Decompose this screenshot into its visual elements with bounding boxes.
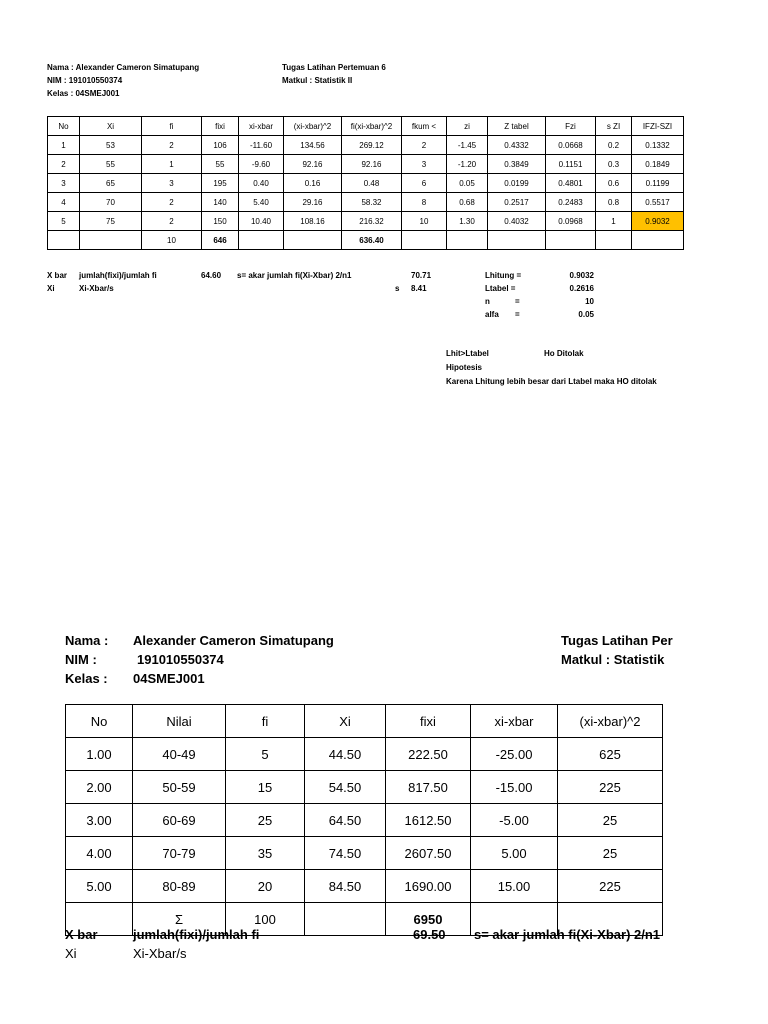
top-table-row — [48, 212, 684, 231]
bottom-table-header-row — [66, 705, 663, 738]
top-data-table — [47, 116, 684, 250]
bottom-table-cell: -15.00 — [471, 771, 558, 804]
alfa-eq: = — [515, 310, 520, 319]
bottom-table-cell: 2.00 — [66, 771, 133, 804]
top-table-cell: 140 — [202, 193, 239, 212]
top-table-cell — [239, 231, 284, 250]
top-table-cell: 0.1151 — [546, 155, 596, 174]
top-table-cell: 0.2 — [596, 136, 632, 155]
bottom-nim-label: NIM : — [65, 652, 97, 667]
top-xbar-value: 64.60 — [201, 271, 222, 280]
top-table-cell: 4 — [48, 193, 80, 212]
bottom-table-row — [66, 870, 663, 903]
top-table-header-cell: Z tabel — [488, 117, 546, 136]
top-table-header-cell: fi — [142, 117, 202, 136]
top-table-cell — [447, 231, 488, 250]
top-table-row — [48, 231, 684, 250]
top-table-cell: 1.30 — [447, 212, 488, 231]
top-table-cell: 0.05 — [447, 174, 488, 193]
bottom-table-cell: 100 — [226, 903, 305, 936]
top-xbar-formula: jumlah(fixi)/jumlah fi — [79, 271, 157, 280]
bottom-table-cell: -25.00 — [471, 738, 558, 771]
top-table-cell: 6 — [402, 174, 447, 193]
top-table-row — [48, 174, 684, 193]
bottom-table-header-cell: Xi — [305, 705, 386, 738]
top-table-cell: 0.68 — [447, 193, 488, 212]
bottom-table-cell: 5 — [226, 738, 305, 771]
top-s-label: s — [395, 284, 400, 293]
bottom-table-row — [66, 738, 663, 771]
top-table-cell: 92.16 — [342, 155, 402, 174]
top-table-cell: 2 — [48, 155, 80, 174]
bottom-table-cell: 80-89 — [133, 870, 226, 903]
bottom-nama-label: Nama : — [65, 633, 109, 648]
top-table-cell: 53 — [80, 136, 142, 155]
bottom-kelas-label: Kelas : — [65, 671, 108, 686]
bottom-table-cell: -5.00 — [471, 804, 558, 837]
top-table-header-cell: s ZI — [596, 117, 632, 136]
bottom-table-header-cell: xi-xbar — [471, 705, 558, 738]
bottom-table-cell: 70-79 — [133, 837, 226, 870]
bottom-table-cell: 25 — [226, 804, 305, 837]
top-table-row — [48, 136, 684, 155]
bottom-table-cell: 2607.50 — [386, 837, 471, 870]
top-table-cell: 0.4801 — [546, 174, 596, 193]
bottom-table-cell: 5.00 — [66, 870, 133, 903]
top-table-cell: 0.1849 — [632, 155, 684, 174]
top-table-cell: 3 — [48, 174, 80, 193]
top-matkul: Matkul : Statistik II — [282, 76, 353, 85]
bottom-table-cell: 35 — [226, 837, 305, 870]
top-table-cell: 0.48 — [342, 174, 402, 193]
bottom-table-cell: 1690.00 — [386, 870, 471, 903]
bottom-table-cell: 817.50 — [386, 771, 471, 804]
top-table-row — [48, 155, 684, 174]
top-table-cell — [546, 231, 596, 250]
n-eq: = — [515, 297, 520, 306]
bottom-table-cell: 1612.50 — [386, 804, 471, 837]
top-table-cell: -9.60 — [239, 155, 284, 174]
bottom-table-header-cell: No — [66, 705, 133, 738]
bottom-table-cell: 6950 — [386, 903, 471, 936]
top-table-cell: 150 — [202, 212, 239, 231]
top-table-cell: 0.3 — [596, 155, 632, 174]
lhitung-value: 0.9032 — [569, 271, 594, 280]
top-table-cell: 216.32 — [342, 212, 402, 231]
top-table-header-cell: fkum < — [402, 117, 447, 136]
bottom-table-cell: 54.50 — [305, 771, 386, 804]
top-table-cell: 108.16 — [284, 212, 342, 231]
top-table-cell: 0.0668 — [546, 136, 596, 155]
bottom-table-cell — [305, 903, 386, 936]
top-table-cell: 2 — [142, 136, 202, 155]
top-table-cell: 58.32 — [342, 193, 402, 212]
bottom-table-cell: 40-49 — [133, 738, 226, 771]
bottom-xbar-label: X bar — [65, 927, 98, 942]
top-table-cell: 92.16 — [284, 155, 342, 174]
top-table-cell — [402, 231, 447, 250]
bottom-xi-label: Xi — [65, 946, 77, 961]
bottom-table-cell: 25 — [558, 837, 663, 870]
bottom-table-cell: 20 — [226, 870, 305, 903]
top-kelas: Kelas : 04SMEJ001 — [47, 89, 120, 98]
bottom-table-row — [66, 837, 663, 870]
top-table-cell — [488, 231, 546, 250]
bottom-table-header-cell: fi — [226, 705, 305, 738]
top-table-cell: 0.6 — [596, 174, 632, 193]
top-table-cell: 10 — [402, 212, 447, 231]
top-xi-formula: Xi-Xbar/s — [79, 284, 114, 293]
top-s-formula: s= akar jumlah fi(Xi-Xbar) 2/n1 — [237, 271, 352, 280]
conclusion-decision: Ho Ditolak — [544, 349, 584, 358]
top-table-cell: -11.60 — [239, 136, 284, 155]
top-table-cell — [284, 231, 342, 250]
bottom-tugas: Tugas Latihan Per — [561, 633, 673, 648]
top-table-cell: 134.56 — [284, 136, 342, 155]
top-table-cell: 269.12 — [342, 136, 402, 155]
bottom-table-cell: 74.50 — [305, 837, 386, 870]
top-table-cell: 2 — [402, 136, 447, 155]
bottom-table-header-cell: Nilai — [133, 705, 226, 738]
bottom-table-cell: 50-59 — [133, 771, 226, 804]
top-table-cell: 195 — [202, 174, 239, 193]
top-table-cell: 0.9032 — [632, 212, 684, 231]
top-table-cell: 55 — [80, 155, 142, 174]
alfa-value: 0.05 — [578, 310, 594, 319]
top-s-value: 8.41 — [411, 284, 427, 293]
top-table-cell: 0.0968 — [546, 212, 596, 231]
bottom-table-cell: 15.00 — [471, 870, 558, 903]
top-table-cell: 0.1199 — [632, 174, 684, 193]
bottom-table-cell: 625 — [558, 738, 663, 771]
top-table-header-cell: No — [48, 117, 80, 136]
top-table-cell: 65 — [80, 174, 142, 193]
top-table-cell — [80, 231, 142, 250]
bottom-table-cell: 4.00 — [66, 837, 133, 870]
bottom-data-table — [65, 704, 663, 936]
top-table-header-row — [48, 117, 684, 136]
bottom-kelas-value: 04SMEJ001 — [133, 671, 205, 686]
top-table-header-cell: Fzi — [546, 117, 596, 136]
top-table-cell: 2 — [142, 193, 202, 212]
top-table-cell: 1 — [48, 136, 80, 155]
top-table-cell — [596, 231, 632, 250]
top-table-header-cell: fi(xi-xbar)^2 — [342, 117, 402, 136]
top-table-cell: 55 — [202, 155, 239, 174]
bottom-xbar-value: 69.50 — [413, 927, 446, 942]
top-table-row — [48, 193, 684, 212]
top-table-cell: 0.3849 — [488, 155, 546, 174]
top-table-cell: 1 — [142, 155, 202, 174]
top-table-header-cell: xi-xbar — [239, 117, 284, 136]
top-table-cell: 106 — [202, 136, 239, 155]
bottom-table-cell: 25 — [558, 804, 663, 837]
top-table-cell: 5.40 — [239, 193, 284, 212]
top-table-header-cell: zi — [447, 117, 488, 136]
top-table-cell: 3 — [142, 174, 202, 193]
bottom-table-cell: 222.50 — [386, 738, 471, 771]
top-table-header-cell: IFZI-SZI — [632, 117, 684, 136]
top-table-header-cell: (xi-xbar)^2 — [284, 117, 342, 136]
bottom-table-cell: 3.00 — [66, 804, 133, 837]
top-nim: NIM : 191010550374 — [47, 76, 123, 85]
conclusion-cond: Lhit>Ltabel — [446, 349, 489, 358]
top-table-cell: 0.8 — [596, 193, 632, 212]
n-value: 10 — [585, 297, 594, 306]
ltabel-label: Ltabel = — [485, 284, 516, 293]
top-table-cell: 0.16 — [284, 174, 342, 193]
bottom-table-cell: 225 — [558, 870, 663, 903]
bottom-table-header-cell: (xi-xbar)^2 — [558, 705, 663, 738]
top-tugas: Tugas Latihan Pertemuan 6 — [282, 63, 386, 72]
top-table-cell: 0.2483 — [546, 193, 596, 212]
top-table-cell: 29.16 — [284, 193, 342, 212]
top-table-cell: 1 — [596, 212, 632, 231]
bottom-xi-formula: Xi-Xbar/s — [133, 946, 187, 961]
top-table-cell: 10 — [142, 231, 202, 250]
top-table-cell: 70 — [80, 193, 142, 212]
top-table-cell: 10.40 — [239, 212, 284, 231]
top-table-cell: 8 — [402, 193, 447, 212]
top-table-cell: 0.1332 — [632, 136, 684, 155]
top-table-cell: 0.5517 — [632, 193, 684, 212]
top-table-cell: 5 — [48, 212, 80, 231]
bottom-table-cell: 225 — [558, 771, 663, 804]
lhitung-label: Lhitung = — [485, 271, 522, 280]
conclusion-text: Karena Lhitung lebih besar dari Ltabel maka HO ditolak — [446, 377, 657, 386]
bottom-xbar-formula: jumlah(fixi)/jumlah fi — [133, 927, 260, 942]
n-label: n — [485, 297, 490, 306]
bottom-table-row — [66, 771, 663, 804]
bottom-table-cell: 84.50 — [305, 870, 386, 903]
bottom-matkul: Matkul : Statistik — [561, 652, 665, 667]
bottom-table-cell: 60-69 — [133, 804, 226, 837]
bottom-table-row — [66, 804, 663, 837]
top-nama: Nama : Alexander Cameron Simatupang — [47, 63, 200, 72]
top-table-cell: 2 — [142, 212, 202, 231]
top-xbar-label: X bar — [47, 271, 68, 280]
conclusion-hipotesis: Hipotesis — [446, 363, 483, 372]
top-table-cell: 0.4332 — [488, 136, 546, 155]
top-s-sqrt-value: 70.71 — [411, 271, 432, 280]
top-table-cell: 75 — [80, 212, 142, 231]
top-xi-label: Xi — [47, 284, 55, 293]
bottom-table-cell: 1.00 — [66, 738, 133, 771]
top-table-cell: 3 — [402, 155, 447, 174]
bottom-table-cell: 15 — [226, 771, 305, 804]
top-table-header-cell: Xi — [80, 117, 142, 136]
top-table-cell: 646 — [202, 231, 239, 250]
top-table-cell: 0.40 — [239, 174, 284, 193]
bottom-s-formula: s= akar jumlah fi(Xi-Xbar) 2/n1 — [474, 927, 661, 942]
top-table-cell: 636.40 — [342, 231, 402, 250]
top-table-cell: -1.45 — [447, 136, 488, 155]
bottom-nama-value: Alexander Cameron Simatupang — [133, 633, 334, 648]
top-table-cell: 0.4032 — [488, 212, 546, 231]
top-table-header-cell: fixi — [202, 117, 239, 136]
top-table-cell — [632, 231, 684, 250]
top-table-cell: 0.0199 — [488, 174, 546, 193]
bottom-table-cell: Σ — [133, 903, 226, 936]
alfa-label: alfa — [485, 310, 499, 319]
ltabel-value: 0.2616 — [569, 284, 594, 293]
bottom-table-cell: 64.50 — [305, 804, 386, 837]
top-table-cell: 0.2517 — [488, 193, 546, 212]
bottom-table-header-cell: fixi — [386, 705, 471, 738]
top-table-cell — [48, 231, 80, 250]
top-table-cell: -1.20 — [447, 155, 488, 174]
bottom-nim-value: 191010550374 — [137, 652, 224, 667]
bottom-table-cell: 5.00 — [471, 837, 558, 870]
bottom-table-cell: 44.50 — [305, 738, 386, 771]
